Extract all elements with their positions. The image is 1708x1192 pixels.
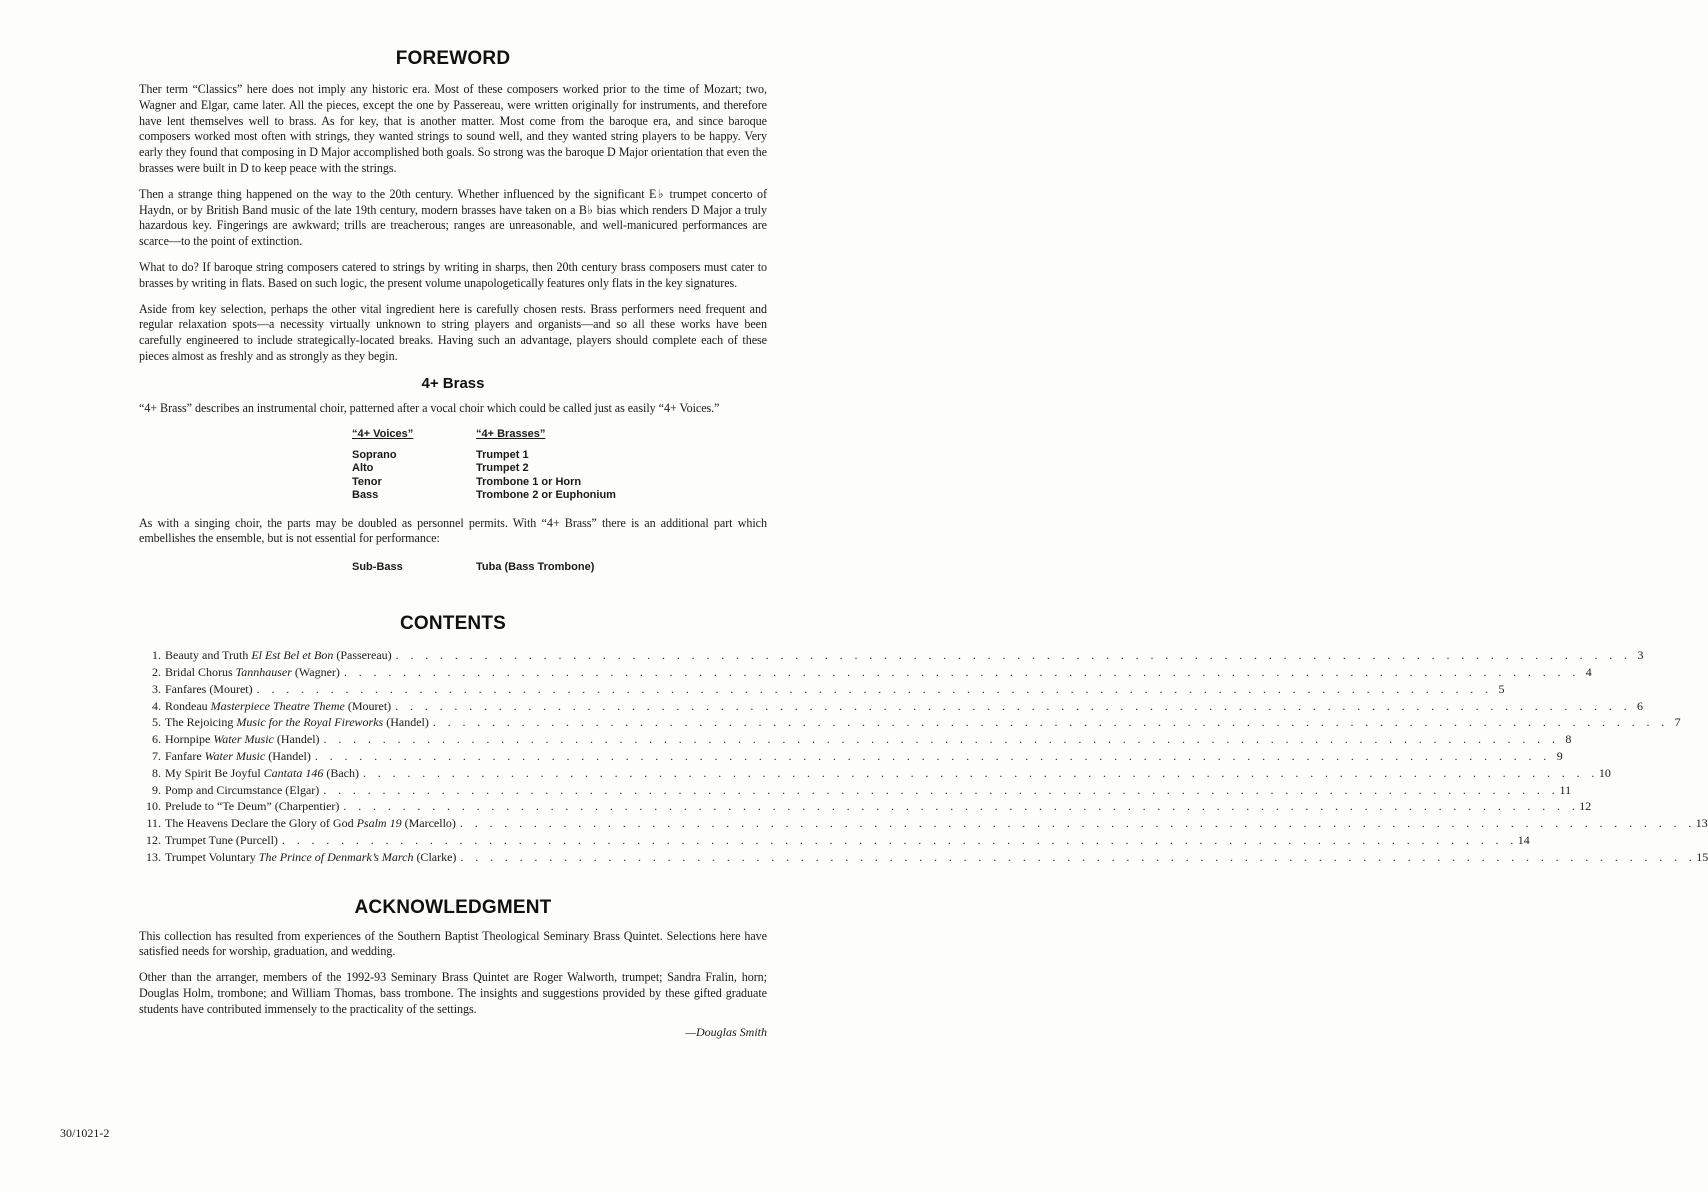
toc-entry-number: 6.: [152, 732, 161, 747]
toc-entry: [139, 832, 1530, 849]
toc-composer: (Wagner): [291, 664, 340, 679]
doubling-note: As with a singing choir, the parts may be doubled as personnel permits. With “4+ Brass” there is an additional part which embellishes the ensemble, but is not essential for performance:: [139, 515, 767, 546]
toc-page-number: 6: [1636, 698, 1643, 713]
toc-work-title: Water Music: [213, 732, 274, 747]
toc-composer: (Marcello): [401, 816, 456, 831]
toc-entry: [139, 731, 1572, 748]
toc-entry: [139, 815, 1708, 832]
toc-title-text: Prelude to “Te Deum” (Charpentier): [165, 799, 340, 814]
brass-cell: Trombone 1 or Horn: [476, 475, 582, 488]
catalog-number: 30/1021-2: [60, 1126, 110, 1140]
toc-composer: (Mouret): [344, 698, 392, 713]
toc-page-number: 10: [1598, 765, 1611, 780]
toc-entry: [139, 765, 1611, 782]
toc-entry-title: [165, 731, 320, 748]
toc-page-number: 11: [1559, 782, 1572, 797]
toc-entry-number: 10.: [146, 799, 161, 814]
brass-cell: Trumpet 2: [476, 462, 529, 475]
toc-page-number: 5: [1498, 681, 1505, 696]
toc-work-title: Water Music: [204, 748, 266, 763]
toc-title-text: Fanfare: [165, 748, 205, 763]
acknowledgment-heading: ACKNOWLEDGMENT: [354, 896, 552, 918]
toc-entry-title: [165, 832, 278, 849]
toc-composer: (Handel): [265, 748, 311, 763]
toc-entry-number: 3.: [152, 681, 161, 696]
toc-page-number: 8: [1565, 732, 1572, 747]
voice-cell: Soprano: [352, 448, 397, 461]
toc-work-title: Masterpiece Theatre Theme: [210, 698, 345, 713]
toc-entry-title: [165, 664, 340, 681]
toc-page-number: 15: [1696, 849, 1708, 864]
foreword-paragraph: What to do? If baroque string composers catered to strings by writing in sharps, then 20th century brass composers must cater to brasses by writing in flats. Based on such logic, the present volume unapologetically features only flats in the key signatures.: [139, 259, 767, 290]
toc-title-text: Bridal Chorus: [165, 664, 236, 679]
subbass-row: [352, 560, 767, 574]
toc-page-number: 3: [1637, 648, 1644, 663]
voice-cell: Alto: [352, 462, 374, 475]
foreword-heading: FOREWORD: [395, 48, 511, 69]
toc-dot-leader: . . . . . . . . . . . . . . . . . . . . . . . . . . . . . . . . . . . . . . . . . . . . . . . . . . . . . . . . . . . . . . . . . . . . . . . . . . . . . . . . . . . .: [395, 698, 1631, 713]
toc-dot-leader: . . . . . . . . . . . . . . . . . . . . . . . . . . . . . . . . . . . . . . . . . . . . . . . . . . . . . . . . . . . . . . . . . . . . . . . . . . . . . . . . . . . .: [363, 765, 1599, 780]
foreword-paragraph: Ther term “Classics” here does not imply any historic era. Most of these composers worked prior to the time of Mozart; two, Wagner and Elgar, came later. All the pieces, except the one by Passereau, were written originally for instruments, and therefore have lent themselves well to brass. As for key, that is another matter. Most come from the baroque era, and since baroque composers worked most often with strings, they wanted strings to sound well, and they wanted string players to be happy. Very early they found that composing in D Major accomplished both goals. So strong was the baroque D Major orientation that even the brasses were built in D to keep peace with the strings.: [139, 82, 767, 175]
toc-title-text: Fanfares (Mouret): [165, 681, 253, 696]
toc-title-text: Hornpipe: [165, 732, 214, 747]
toc-page-number: 4: [1585, 664, 1592, 679]
toc-page-number: 14: [1517, 832, 1530, 847]
toc-dot-leader: . . . . . . . . . . . . . . . . . . . . . . . . . . . . . . . . . . . . . . . . . . . . . . . . . . . . . . . . . . . . . . . . . . . . . . . . . . . . . . . . . . . .: [323, 782, 1560, 797]
toc-entry-title: [165, 798, 339, 815]
toc-page-number: 7: [1674, 715, 1681, 730]
toc-page-number: 9: [1556, 748, 1563, 763]
toc-entry-number: 1.: [152, 648, 161, 663]
toc-work-title: The Prince of Denmark’s March: [258, 849, 414, 864]
toc-work-title: Tannhauser: [235, 664, 292, 679]
toc-dot-leader: . . . . . . . . . . . . . . . . . . . . . . . . . . . . . . . . . . . . . . . . . . . . . . . . . . . . . . . . . . . . . . . . . . . . . . . . . . . . . . . . . . . .: [459, 816, 1696, 831]
toc-work-title: Psalm 19: [356, 816, 402, 831]
toc-entry: [139, 664, 1592, 681]
brass-cell: Trumpet 1: [476, 448, 529, 461]
document-page: [139, 48, 1708, 1040]
toc-entry-title: [165, 765, 359, 782]
toc-dot-leader: . . . . . . . . . . . . . . . . . . . . . . . . . . . . . . . . . . . . . . . . . . . . . . . . . . . . . . . . . . . . . . . . . . . . . . . . . . . . . . . . . . . .: [323, 732, 1560, 747]
voices-brasses-table: [352, 427, 767, 503]
toc-entry: [139, 698, 1643, 715]
toc-page-number: 13: [1695, 816, 1708, 831]
toc-entry-number: 11.: [146, 816, 161, 831]
acknowledgment-paragraph: Other than the arranger, members of the 1992-93 Seminary Brass Quintet are Roger Walworth, trumpet; Sandra Fralin, horn; Douglas Holm, trombone; and William Thomas, bass trombone. The insights and suggestions provided by these gifted graduate students have contributed immensely to the practicality of the settings.: [139, 970, 767, 1016]
toc-title-text: Beauty and Truth: [165, 648, 252, 663]
toc-entry-title: [165, 782, 319, 799]
toc-composer: (Bach): [323, 765, 359, 780]
brass-cell: Trombone 2 or Euphonium: [476, 489, 616, 502]
toc-work-title: El Est Bel et Bon: [251, 648, 334, 663]
voice-cell: Bass: [352, 489, 379, 502]
toc-entry: [139, 849, 1708, 866]
toc-entry-number: 5.: [152, 715, 161, 730]
toc-entry-number: 13.: [146, 849, 161, 864]
toc-title-text: The Heavens Declare the Glory of God: [165, 816, 357, 831]
brass-description: “4+ Brass” describes an instrumental choir, patterned after a vocal choir which could be called just as easily “4+ Voices.”: [139, 400, 720, 415]
toc-entry-number: 12.: [146, 832, 161, 847]
table-of-contents: [139, 647, 1708, 865]
toc-entry-number: 7.: [152, 748, 161, 763]
toc-page-number: 12: [1579, 799, 1592, 814]
toc-title-text: Rondeau: [165, 698, 211, 713]
contents-heading: CONTENTS: [399, 613, 507, 635]
toc-entry-title: [165, 698, 391, 715]
toc-entry-title: [165, 849, 456, 866]
signature: —Douglas Smith: [685, 1025, 767, 1040]
table-header-row: [352, 427, 767, 441]
table-row: [352, 462, 767, 476]
toc-entry: [139, 748, 1563, 765]
subbass-label: Sub-Bass: [352, 561, 403, 574]
toc-dot-leader: . . . . . . . . . . . . . . . . . . . . . . . . . . . . . . . . . . . . . . . . . . . . . . . . . . . . . . . . . . . . . . . . . . . . . . . . . . . . . . . . . . . .: [256, 681, 1493, 696]
toc-entry-number: 9.: [152, 782, 161, 797]
foreword-paragraph: Aside from key selection, perhaps the other vital ingredient here is carefully chosen rests. Brass performers need frequent and regular relaxation spots—a necessity virtually unknown to string players and organists—and so all these works have been carefully engineered to include strategically-located breaks. Having such an advantage, players should complete each of these pieces almost as freshly and as strongly as they begin.: [139, 301, 767, 363]
toc-entry-title: [165, 815, 456, 832]
toc-dot-leader: . . . . . . . . . . . . . . . . . . . . . . . . . . . . . . . . . . . . . . . . . . . . . . . . . . . . . . . . . . . . . . . . . . . . . . . . . . . . . . . . . . . .: [460, 849, 1697, 864]
toc-entry: [139, 647, 1644, 664]
toc-entry-title: [165, 681, 253, 698]
toc-entry-title: [165, 714, 429, 731]
voice-cell: Tenor: [352, 475, 382, 488]
toc-title-text: My Spirit Be Joyful: [165, 765, 264, 780]
toc-title-text: The Rejoicing: [165, 715, 237, 730]
brass-heading: 4+ Brass: [421, 374, 485, 392]
toc-entry: [139, 714, 1681, 731]
voices-column-header: “4+ Voices”: [352, 427, 414, 440]
toc-work-title: Music for the Royal Fireworks: [236, 715, 384, 730]
toc-entry: [139, 782, 1572, 799]
acknowledgment-paragraph: This collection has resulted from experiences of the Southern Baptist Theological Seminary Brass Quintet. Selections here have satisfied needs for worship, graduation, and wedding.: [139, 928, 767, 959]
toc-entry-number: 8.: [152, 765, 161, 780]
toc-composer: (Clarke): [413, 849, 457, 864]
subbass-instrument: Tuba (Bass Trombone): [476, 561, 595, 574]
toc-dot-leader: . . . . . . . . . . . . . . . . . . . . . . . . . . . . . . . . . . . . . . . . . . . . . . . . . . . . . . . . . . . . . . . . . . . . . . . . . . . . . . . . . . . .: [395, 648, 1632, 663]
toc-title-text: Trumpet Voluntary: [165, 849, 259, 864]
toc-entry-number: 2.: [152, 664, 161, 679]
table-row: [352, 449, 767, 463]
toc-composer: (Passereau): [333, 648, 392, 663]
toc-dot-leader: . . . . . . . . . . . . . . . . . . . . . . . . . . . . . . . . . . . . . . . . . . . . . . . . . . . . . . . . . . . . . . . . . . . . . . . . . . . . . . . . . . . .: [343, 664, 1580, 679]
toc-dot-leader: . . . . . . . . . . . . . . . . . . . . . . . . . . . . . . . . . . . . . . . . . . . . . . . . . . . . . . . . . . . . . . . . . . . . . . . . . . . . . . . . . . . .: [432, 715, 1669, 730]
toc-dot-leader: . . . . . . . . . . . . . . . . . . . . . . . . . . . . . . . . . . . . . . . . . . . . . . . . . . . . . . . . . . . . . . . . . . . . . . . . . . . . . . . . . . . .: [281, 832, 1518, 847]
toc-composer: (Handel): [273, 732, 320, 747]
brasses-column-header: “4+ Brasses”: [476, 427, 546, 440]
toc-dot-leader: . . . . . . . . . . . . . . . . . . . . . . . . . . . . . . . . . . . . . . . . . . . . . . . . . . . . . . . . . . . . . . . . . . . . . . . . . . . . . . . . . . . .: [314, 748, 1551, 763]
toc-composer: (Handel): [383, 715, 429, 730]
toc-entry: [139, 681, 1505, 698]
toc-work-title: Cantata 146: [263, 765, 324, 780]
toc-title-text: Trumpet Tune (Purcell): [165, 832, 278, 847]
toc-title-text: Pomp and Circumstance (Elgar): [165, 782, 320, 797]
toc-entry: [139, 798, 1592, 815]
table-row: [352, 489, 767, 503]
toc-entry-title: [165, 647, 392, 664]
toc-entry-title: [165, 748, 311, 765]
foreword-paragraph: Then a strange thing happened on the way to the 20th century. Whether influenced by the significant E♭ trumpet concerto of Haydn, or by British Band music of the late 19th century, modern brasses have taken on a B♭ bias which renders D Major a truly hazardous key. Fingerings are awkward; trills are treacherous; ranges are unreasonable, and well-manicured performances are scarce—to the point of extinction.: [139, 186, 767, 249]
toc-dot-leader: . . . . . . . . . . . . . . . . . . . . . . . . . . . . . . . . . . . . . . . . . . . . . . . . . . . . . . . . . . . . . . . . . . . . . . . . . . . . . . . . . . . .: [343, 799, 1580, 814]
toc-entry-number: 4.: [152, 698, 161, 713]
table-row: [352, 476, 767, 490]
